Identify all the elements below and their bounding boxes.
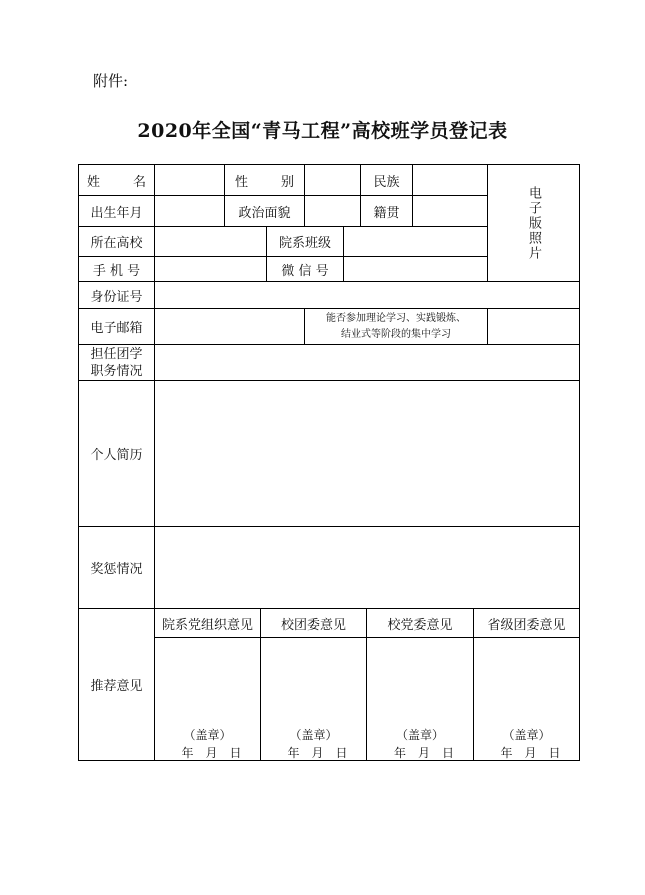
seal-label: （盖章）	[395, 728, 444, 742]
awards-label: 奖惩情况	[90, 562, 143, 577]
phone-field[interactable]	[155, 257, 266, 281]
name-field[interactable]	[155, 165, 224, 195]
ethnicity-field[interactable]	[413, 165, 487, 195]
league-role-field[interactable]	[155, 345, 579, 380]
page-title: 2020年全国“青马工程”高校班学员登记表	[137, 120, 508, 142]
department-label: 院系班级	[278, 236, 331, 251]
email-field[interactable]	[155, 309, 304, 344]
birth-field[interactable]	[155, 196, 224, 226]
university-label: 所在高校	[90, 236, 143, 251]
opinion-title-school-party: 校党委意见	[387, 617, 453, 633]
awards-field[interactable]	[155, 527, 579, 608]
name-label: 姓 名	[87, 174, 146, 190]
resume-field[interactable]	[155, 381, 579, 526]
native-field[interactable]	[413, 196, 487, 226]
opinion-title-school-league: 校团委意见	[280, 617, 346, 633]
university-field[interactable]	[155, 227, 266, 256]
email-label: 电子邮箱	[90, 321, 143, 336]
photo-box[interactable]	[488, 165, 579, 281]
opinion-title-department-party: 院系党组织意见	[161, 617, 253, 633]
seal-label: （盖章）	[289, 728, 338, 742]
wechat-label: 微 信 号	[281, 263, 329, 279]
date-label: 年 月 日	[287, 746, 348, 760]
photo-label: 电子版照片	[526, 185, 541, 261]
political-label: 政治面貌	[238, 205, 291, 221]
id-label: 身份证号	[90, 289, 143, 305]
attachment-label: 附件:	[93, 72, 129, 90]
gender-label: 性 别	[235, 174, 294, 190]
id-field[interactable]	[155, 282, 579, 308]
resume-label: 个人简历	[90, 448, 143, 463]
date-label: 年 月 日	[181, 746, 242, 760]
birth-label: 出生年月	[90, 205, 143, 221]
date-label: 年 月 日	[393, 746, 454, 760]
opinion-box-department-party[interactable]	[155, 638, 260, 760]
study-answer-field[interactable]	[488, 309, 579, 344]
opinion-box-provincial-league[interactable]	[474, 638, 579, 760]
opinion-box-school-league[interactable]	[261, 638, 366, 760]
seal-label: （盖章）	[502, 728, 551, 742]
seal-label: （盖章）	[183, 728, 232, 742]
phone-label: 手 机 号	[92, 263, 141, 279]
league-role-label: 担任团学 职务情况	[90, 346, 143, 379]
political-field[interactable]	[305, 196, 360, 226]
recommend-label: 推荐意见	[90, 679, 143, 694]
opinion-box-school-party[interactable]	[367, 638, 473, 760]
study-question: 能否参加理论学习、实践锻炼、 结业式等阶段的集中学习	[326, 312, 466, 340]
date-label: 年 月 日	[500, 746, 561, 760]
ethnicity-label: 民族	[373, 174, 400, 190]
gender-field[interactable]	[305, 165, 360, 195]
native-label: 籍贯	[373, 205, 400, 221]
department-field[interactable]	[344, 227, 487, 256]
opinion-title-provincial-league: 省级团委意见	[487, 617, 566, 633]
wechat-field[interactable]	[344, 257, 487, 281]
